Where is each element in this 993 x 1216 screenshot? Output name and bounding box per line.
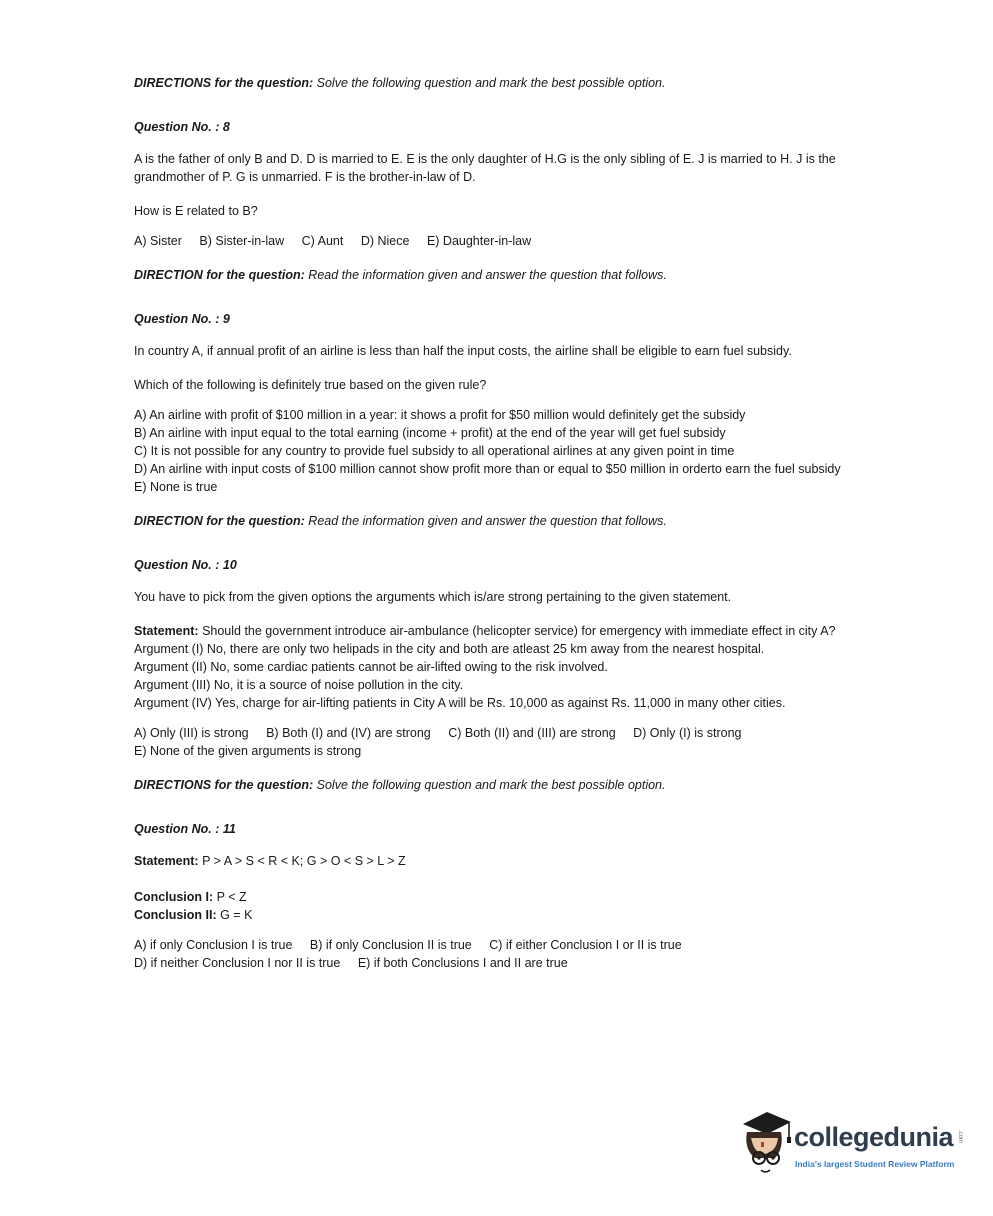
student-mascot-icon: [737, 1108, 793, 1180]
question-8-title: Question No. : 8: [134, 120, 230, 134]
directions-4: DIRECTIONS for the question: Solve the following question and mark the best possible option.: [134, 778, 666, 792]
question-11-title: Question No. : 11: [134, 822, 236, 836]
question-10-statement: Statement: Should the government introduce air-ambulance (helicopter service) for emergency with immediate effect in city A?: [134, 624, 836, 638]
question-9-title: Question No. : 9: [134, 312, 230, 326]
question-8-prompt: How is E related to B?: [134, 204, 258, 218]
argument-4: Argument (IV) Yes, charge for air-lifting patients in City A will be Rs. 10,000 as against Rs. 11,000 in many other cities.: [134, 696, 786, 710]
option-d: D) if neither Conclusion I nor II is true: [134, 956, 341, 970]
option-e: E) if both Conclusions I and II are true: [357, 956, 568, 970]
logo-suffix: .com: [957, 1130, 963, 1144]
collegedunia-logo: [737, 1108, 967, 1180]
question-10-options: [134, 724, 894, 742]
option-e: E) None is true: [134, 480, 218, 494]
argument-2: Argument (II) No, some cardiac patients cannot be air-lifted owing to the risk involved.: [134, 660, 608, 674]
option-a: A) Only (III) is strong: [134, 726, 249, 740]
question-11-options-line-1: [134, 936, 894, 954]
option-a: A) Sister: [134, 234, 182, 248]
option-b: B) An airline with input equal to the total earning (income + profit) at the end of the year will get fuel subsidy: [134, 426, 726, 440]
option-b: B) Both (I) and (IV) are strong: [266, 726, 431, 740]
conclusion-1: Conclusion I: P < Z: [134, 890, 247, 904]
option-c: C) It is not possible for any country to provide fuel subsidy to all operational airlines at any given point in time: [134, 444, 735, 458]
question-9-passage: In country A, if annual profit of an airline is less than half the input costs, the airline shall be eligible to earn fuel subsidy.: [134, 344, 792, 358]
option-b: B) Sister-in-law: [199, 234, 285, 248]
document-body: [134, 74, 894, 972]
logo-wordmark: collegedunia: [794, 1122, 954, 1152]
option-a: A) if only Conclusion I is true: [134, 938, 293, 952]
option-c: C) Both (II) and (III) are strong: [448, 726, 616, 740]
question-10-title: Question No. : 10: [134, 558, 237, 572]
directions-2: DIRECTION for the question: Read the information given and answer the question that follows.: [134, 268, 667, 282]
conclusion-2: Conclusion II: G = K: [134, 908, 253, 922]
option-a: A) An airline with profit of $100 million in a year: it shows a profit for $50 million would definitely get the subsidy: [134, 408, 746, 422]
logo-tagline: India's largest Student Review Platform: [795, 1159, 955, 1169]
option-b: B) if only Conclusion II is true: [309, 938, 472, 952]
question-8-options: [134, 232, 894, 250]
option-c: C) Aunt: [301, 234, 344, 248]
directions-3: DIRECTION for the question: Read the information given and answer the question that follows.: [134, 514, 667, 528]
argument-1: Argument (I) No, there are only two helipads in the city and both are atleast 25 km away from the nearest hospital.: [134, 642, 765, 656]
directions-1: DIRECTIONS for the question: Solve the following question and mark the best possible option.: [134, 76, 666, 90]
option-c: C) if either Conclusion I or II is true: [489, 938, 682, 952]
question-9-options: [134, 406, 894, 496]
question-11-options-line-2: [134, 954, 894, 972]
question-11-statement: Statement: P > A > S < R < K; G > O < S > L > Z: [134, 854, 406, 868]
question-9-prompt: Which of the following is definitely true based on the given rule?: [134, 378, 487, 392]
option-d: D) Only (I) is strong: [633, 726, 742, 740]
question-10-intro: You have to pick from the given options the arguments which is/are strong pertaining to the given statement.: [134, 590, 732, 604]
option-e: E) None of the given arguments is strong: [134, 744, 362, 758]
option-d: D) Niece: [360, 234, 410, 248]
question-8-passage: A is the father of only B and D. D is married to E. E is the only daughter of H.G is the only sibling of E. J is married to H. J is the grandmother of P. G is unmarried. F is the brother-in-law of D.: [134, 152, 836, 184]
argument-3: Argument (III) No, it is a source of noise pollution in the city.: [134, 678, 464, 692]
option-d: D) An airline with input costs of $100 million cannot show profit more than or equal to $50 million in orderto earn the fuel subsidy: [134, 462, 841, 476]
option-e: E) Daughter-in-law: [426, 234, 532, 248]
